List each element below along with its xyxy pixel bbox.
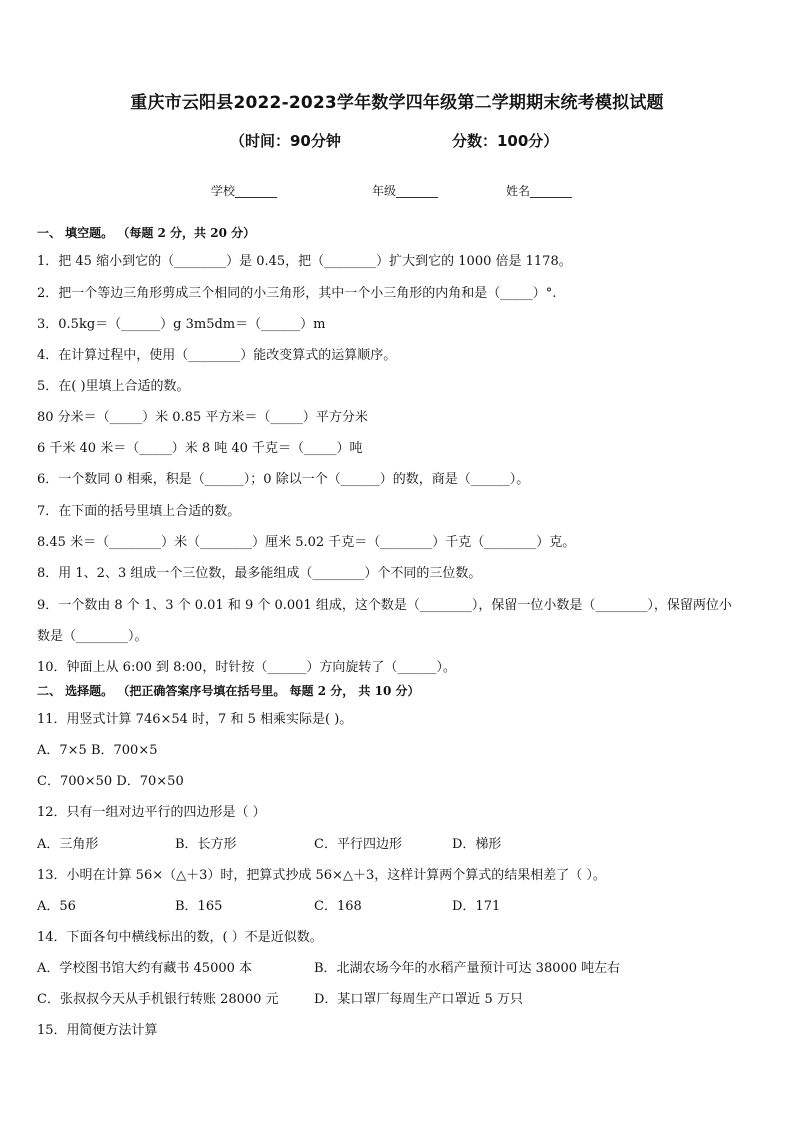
exam-time: （时间：90分钟: [230, 132, 341, 150]
page-title: 重庆市云阳县2022-2023学年数学四年级第二学期期末统考模拟试题: [130, 93, 664, 113]
question-2: 2．把一个等边三角形剪成三个相同的小三角形，其中一个小三角形的内角和是（_____）°.: [37, 286, 557, 301]
question-10: 10．钟面上从 6:00 到 8:00，时针按（______）方向旋转了（______）。: [37, 660, 456, 675]
option: B．北湖农场今年的水稻产量预计可达 38000 吨左右: [314, 961, 621, 976]
question-5: 5．在( )里填上合适的数。: [37, 379, 190, 394]
question-9b: 数是（________）。: [37, 629, 148, 644]
option: D．梯形: [452, 837, 502, 852]
question-8: 8．用 1、2、3 组成一个三位数，最多能组成（________）个不同的三位数。: [37, 566, 482, 581]
question-9: 9．一个数由 8 个 1、3 个 0.01 和 9 个 0.001 组成，这个数是（________），保留一位小数是（________），保留两位小: [37, 598, 732, 613]
school-field: 学校_______: [211, 184, 278, 198]
question-5a: 80 分米＝（_____）米 0.85 平方米＝（_____）平方分米: [37, 410, 368, 425]
question-13: 13．小明在计算 56×（△＋3）时，把算式抄成 56×△＋3，这样计算两个算式的结果相差了（ ）。: [37, 868, 606, 883]
section-heading: 二、 选择题。 （把正确答案序号填在括号里。 每题 2 分， 共 10 分）: [37, 684, 420, 698]
question-11a: A．7×5 B．700×5: [37, 743, 158, 758]
question-4: 4．在计算过程中，使用（________）能改变算式的运算顺序。: [37, 348, 397, 363]
option: A．学校图书馆大约有藏书 45000 本: [37, 961, 253, 976]
option: C．张叔叔今天从手机银行转账 28000 元: [37, 992, 279, 1007]
question-5b: 6 千米 40 米＝（_____）米 8 吨 40 千克＝（_____）吨: [37, 441, 363, 456]
name-field: 姓名_______: [506, 184, 573, 198]
question-12: 12．只有一组对边平行的四边形是（ ）: [37, 805, 266, 820]
question-6: 6．一个数同 0 相乘，积是（______）；0 除以一个（______）的数，商是（______）。: [37, 472, 530, 487]
option: C．平行四边形: [314, 837, 402, 852]
question-3: 3．0.5kg＝（______）g 3m5dm＝（______）m: [37, 317, 326, 332]
question-11: 11．用竖式计算 746×54 时，7 和 5 相乘实际是( )。: [37, 712, 353, 727]
option: A．三角形: [37, 837, 99, 852]
question-7: 7．在下面的括号里填上合适的数。: [37, 504, 241, 519]
option: D．171: [452, 899, 501, 914]
question-7a: 8.45 米＝（________）米（________）厘米 5.02 千克＝（________）千克（________）克。: [37, 535, 576, 550]
section-heading: 一、 填空题。 （每题 2 分，共 20 分）: [37, 226, 256, 240]
grade-field: 年级_______: [372, 184, 439, 198]
question-14: 14．下面各句中横线标出的数，( ）不是近似数。: [37, 930, 323, 945]
option: D．某口罩厂每周生产口罩近 5 万只: [314, 992, 523, 1007]
exam-score: 分数：100分）: [452, 132, 559, 150]
question-11b: C．700×50 D．70×50: [37, 774, 184, 789]
option: C．168: [314, 899, 362, 914]
option: B．长方形: [175, 837, 237, 852]
question-1: 1．把 45 缩小到它的（________）是 0.45，把（________）扩大到它的 1000 倍是 1178。: [37, 254, 572, 269]
option: B．165: [175, 899, 223, 914]
option: A．56: [37, 899, 76, 914]
question-15: 15．用简便方法计算: [37, 1023, 158, 1038]
